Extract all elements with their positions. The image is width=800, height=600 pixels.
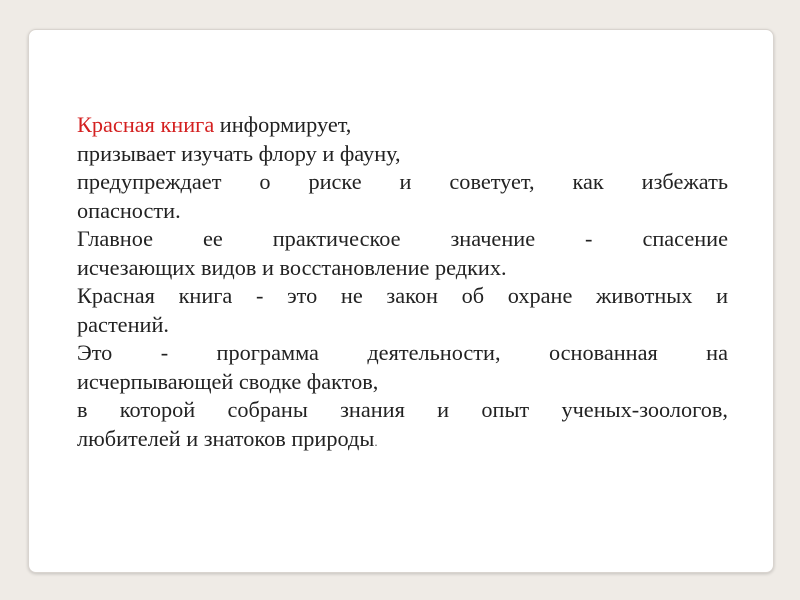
text-line-11: в которой собраны знания и опыт ученых-зоологов,: [77, 397, 728, 422]
text-line-2: призывает изучать флору и фауну,: [77, 140, 401, 166]
text-line-5: Главное ее практическое значение - спасение: [77, 226, 728, 251]
text-line-8: растений.: [77, 311, 169, 337]
slide-text: [77, 111, 728, 456]
text-line-12: [77, 425, 728, 457]
red-book-highlight: Красная книга: [77, 112, 215, 137]
line12-end-period: .: [374, 433, 378, 449]
text-line-9: Это - программа деятельности, основанная на: [77, 340, 728, 365]
text-line-6: исчезающих видов и восстановление редких.: [77, 254, 507, 280]
text-line-3: предупреждает о риске и советует, как избежать: [77, 169, 728, 194]
text-line-7: Красная книга - это не закон об охране животных и: [77, 283, 728, 308]
text-line-10: исчерпывающей сводке фактов,: [77, 368, 379, 394]
text-line-1: [77, 111, 728, 140]
line1-rest: информирует,: [214, 112, 352, 137]
text-line-4: опасности.: [77, 197, 181, 223]
line12-main: любителей и знатоков природы: [77, 425, 375, 451]
